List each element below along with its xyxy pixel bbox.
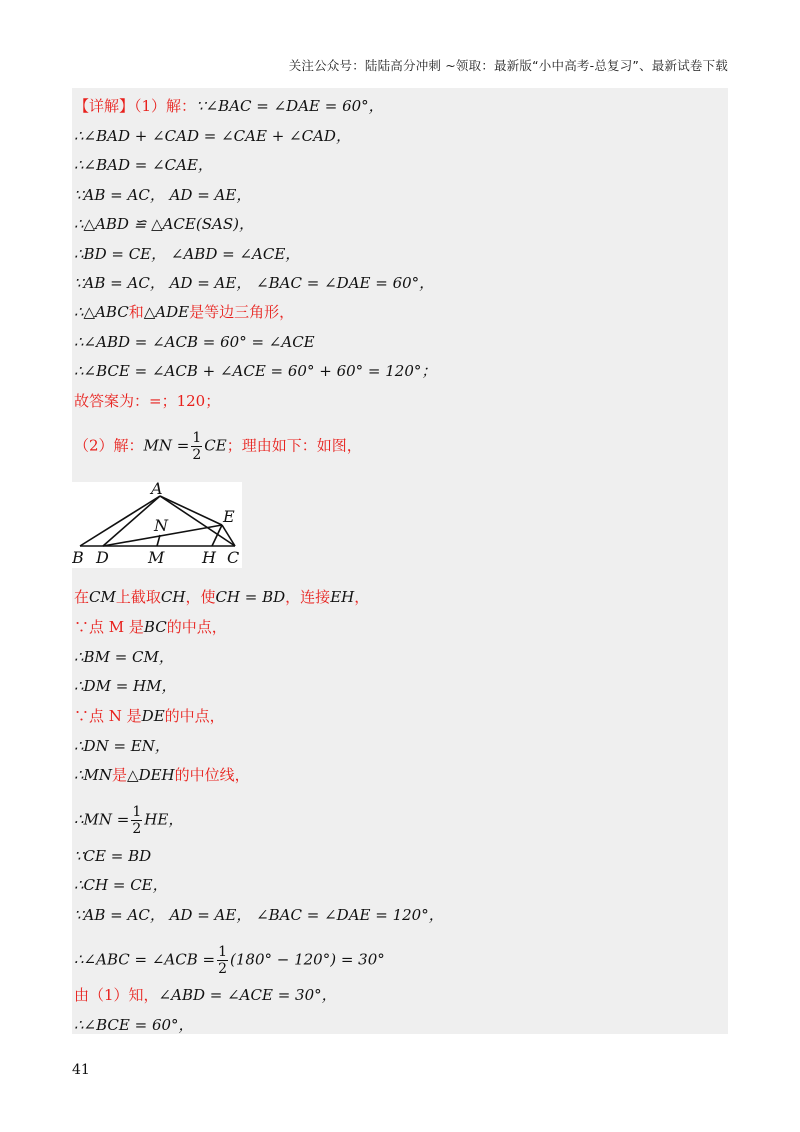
math-expr: BC	[143, 618, 167, 636]
label-C: C	[227, 548, 240, 567]
text-fragment: 的中位线，	[174, 766, 250, 784]
math-expr: ∴MN =	[74, 810, 130, 829]
solution-line-1	[74, 96, 384, 116]
text-fragment: ，使	[185, 588, 216, 606]
math-expr: HE，	[144, 810, 184, 829]
math-expr: EH	[330, 588, 355, 606]
solution-line-20	[74, 804, 183, 837]
part2-label: （2）解：	[74, 436, 144, 455]
solution-line-22: ∴CH = CE，	[74, 876, 168, 894]
text-fragment: ，连接	[285, 588, 331, 606]
fraction	[131, 804, 142, 837]
label-A: A	[151, 482, 163, 498]
math-expr: ∴∠ABC = ∠ACB =	[74, 950, 216, 969]
text-fragment: 的中点，	[164, 707, 225, 725]
solution-line-9: ∴∠ABD = ∠ACB = 60° = ∠ACE	[74, 333, 315, 351]
solution-line-4: ∵AB = AC， AD = AE，	[74, 186, 252, 204]
label-M: M	[148, 548, 165, 567]
text-fragment: ∵点 N 是	[74, 707, 142, 725]
math-expr: CH = BD	[215, 588, 286, 606]
solution-line-25	[74, 985, 337, 1005]
fraction-denominator: 2	[192, 447, 202, 463]
solution-line-14	[74, 617, 227, 637]
part1-label: （1）解：	[134, 97, 197, 115]
solution-line-19	[74, 765, 250, 785]
text-fragment: 在	[74, 588, 90, 606]
text-fragment: ∵点 M 是	[74, 618, 144, 636]
fraction-denominator: 2	[218, 961, 227, 977]
text-fragment: ，	[354, 588, 370, 606]
solution-line-13	[74, 587, 369, 607]
page-number: 41	[72, 1062, 90, 1078]
solution-line-26: ∴∠BCE = 60°，	[74, 1016, 194, 1034]
text-fragment: ；理由如下：如图，	[226, 436, 362, 455]
solution-line-2: ∴∠BAD + ∠CAD = ∠CAE + ∠CAD，	[74, 127, 351, 145]
fraction-numerator: 1	[132, 804, 142, 820]
page-header: 关注公众号：陆陆高分冲刺 ~领取：最新版“小中高考-总复习”、最新试卷下载	[288, 58, 728, 73]
detail-tag: 【详解】	[74, 97, 135, 115]
math-expr: CH	[160, 588, 186, 606]
label-E: E	[223, 507, 235, 526]
text-fragment: 由（1）知，	[74, 986, 159, 1004]
solution-line-18: ∴DN = EN，	[74, 737, 170, 755]
solution-line-3: ∴∠BAD = ∠CAE，	[74, 156, 213, 174]
text-fragment: 上截取	[115, 588, 161, 606]
fraction-numerator: 1	[192, 430, 202, 446]
answer-line: 故答案为：=；120；	[74, 392, 221, 410]
solution-line-24	[74, 944, 385, 977]
text-fragment: 的中点，	[166, 618, 227, 636]
triangle-diagram	[72, 482, 242, 568]
math-expr: MN =	[143, 436, 190, 455]
solution-line-17	[74, 706, 225, 726]
label-B: B	[72, 548, 84, 567]
math-expr: ∠ABD = ∠ACE = 30°，	[158, 986, 337, 1004]
solution-line-15: ∴BM = CM，	[74, 648, 174, 666]
solution-line-7: ∵AB = AC， AD = AE， ∠BAC = ∠DAE = 60°，	[74, 274, 435, 292]
text-fragment: 是等边三角形，	[189, 303, 295, 321]
solution-line-8	[74, 302, 294, 322]
solution-line-16: ∴DM = HM，	[74, 677, 177, 695]
math-expr: DE	[141, 707, 165, 725]
fraction	[191, 430, 202, 463]
math-expr: CE	[204, 436, 227, 455]
math-expr: (180° − 120°) = 30°	[230, 950, 385, 969]
solution-line-21: ∵CE = BD	[74, 847, 152, 865]
fraction	[217, 944, 228, 977]
solution-line-23: ∵AB = AC， AD = AE， ∠BAC = ∠DAE = 120°，	[74, 906, 444, 924]
solution-line-10: ∴∠BCE = ∠ACB + ∠ACE = 60° + 60° = 120°；	[74, 362, 437, 380]
math-expr: △DEH	[127, 766, 175, 784]
math-expr: ∵∠BAC = ∠DAE = 60°，	[196, 97, 384, 115]
math-expr: ∴MN	[74, 766, 113, 784]
label-H: H	[202, 548, 216, 567]
text-fragment: 是	[112, 766, 128, 784]
solution-line-6: ∴BD = CE， ∠ABD = ∠ACE，	[74, 245, 301, 263]
math-expr: △ADE	[143, 303, 190, 321]
text-fragment: 和	[128, 303, 144, 321]
solution-line-5: ∴△ABD ≌ △ACE(SAS)，	[74, 215, 254, 233]
math-expr: CM	[89, 588, 116, 606]
fraction-numerator: 1	[218, 944, 227, 960]
math-expr: ∴△ABC	[74, 303, 129, 321]
label-N: N	[154, 516, 168, 535]
label-D: D	[96, 548, 109, 567]
geometry-figure	[72, 482, 242, 568]
part2-line	[74, 430, 362, 463]
fraction-denominator: 2	[132, 821, 142, 837]
